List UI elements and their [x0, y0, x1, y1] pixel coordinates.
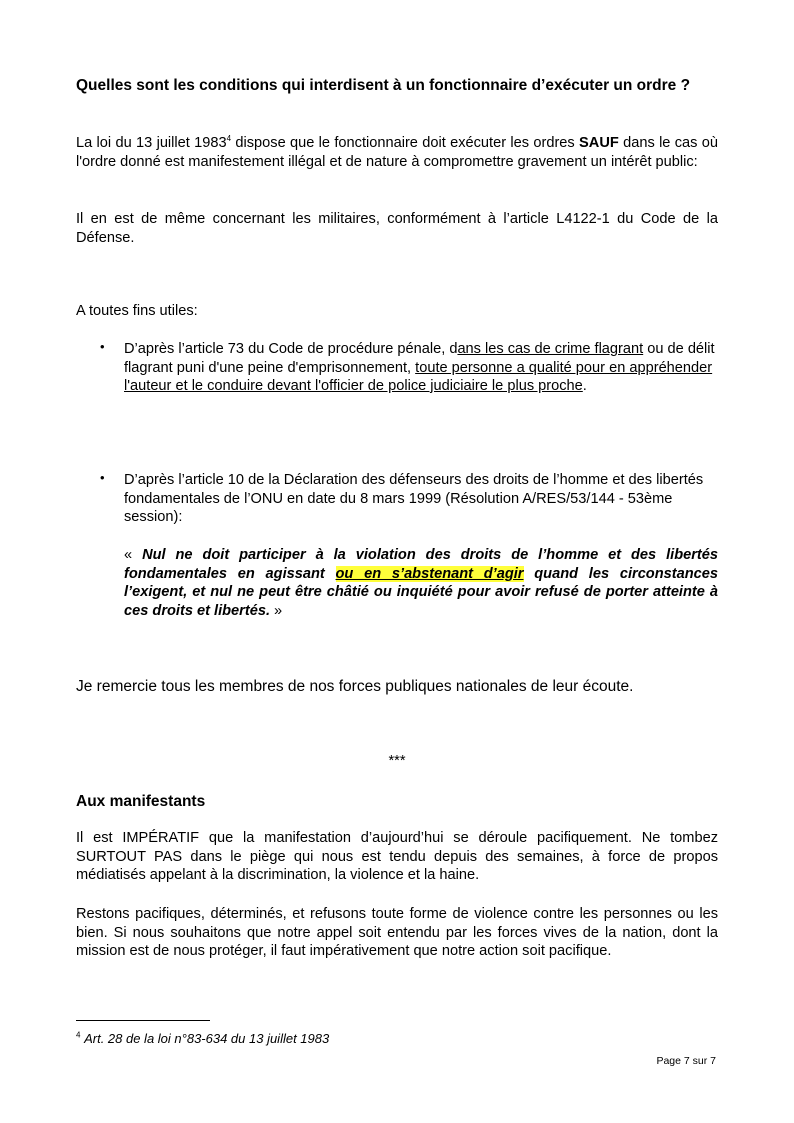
bullet-icon: • [100, 470, 105, 485]
footnote-text: Art. 28 de la loi n°83-634 du 13 juillet 1983 [84, 1031, 330, 1046]
paragraph-loi-1983-mid: dispose que le fonctionnaire doit exécuter les ordres [231, 135, 580, 151]
emphasis-sauf: SAUF [579, 135, 619, 151]
paragraph-fins-utiles: A toutes fins utiles: [76, 303, 198, 319]
footnote-number: 4 [76, 1030, 81, 1040]
paragraph-loi-1983-end: dans le cas où l'ordre donné est manifestement illégal et de nature à compromettre gravement un intérêt public: [76, 135, 719, 170]
footnote-separator [76, 1020, 210, 1021]
quote-text-1: Nul ne doit participer à la violation des droits de l’homme et des libertés fondamentales en agissant [124, 547, 719, 582]
bullet-article-73-text-1: D’après l’article 73 du Code de procédure pénale, d [124, 341, 458, 357]
bullet-article-73-text-3: . [582, 378, 587, 394]
quote-onu [124, 546, 718, 620]
paragraph-loi-1983-start: La loi du 13 juillet 1983 [76, 135, 227, 151]
bullet-article-73-underlined-1: ans les cas de crime flagrant [457, 341, 644, 357]
footnote-ref[interactable]: 4 [226, 134, 232, 144]
section-heading-manifestants: Aux manifestants [76, 793, 206, 810]
bullet-article-73-underlined-2: toute personne a qualité pour en appréhender l'auteur et le conduire devant l'officier de police judiciaire le plus proche [124, 359, 713, 394]
bullet-article-73 [124, 340, 718, 396]
paragraph-remerciements: Je remercie tous les membres de nos forces publiques nationales de leur écoute. [76, 678, 634, 695]
paragraph-militaires: Il en est de même concernant les militaires, conformément à l’article L4122-1 du Code de la Défense. [76, 211, 718, 246]
footnote [76, 1031, 329, 1047]
quote-close-mark: » [270, 602, 283, 619]
quote-text-2: quand les circonstances l’exigent, et nul ne peut être châtié ou inquiété pour avoir refusé de porter atteinte à ces droits et libertés. [124, 565, 718, 619]
paragraph-restons-pacifiques: Restons pacifiques, déterminés, et refusons toute forme de violence contre les personnes ou les bien. Si nous souhaitons que notre appel soit entendu par les forces vives de la nation, dont la mission est de nous protéger, il faut impérativement que notre action soit pacifique. [76, 906, 718, 959]
paragraph-loi-1983 [76, 134, 718, 171]
section-separator: *** [388, 753, 406, 769]
paragraph-imperatif: Il est IMPÉRATIF que la manifestation d’aujourd’hui se déroule pacifiquement. Ne tombez SURTOUT PAS dans le piège qui nous est tendu depuis des semaines, à force de propos médiatisés appelant à la discrimination, la violence et la haine. [76, 830, 718, 883]
page-number: Page 7 sur 7 [656, 1055, 716, 1067]
quote-open-mark: « [124, 547, 143, 563]
bullet-article-10: D’après l’article 10 de la Déclaration des défenseurs des droits de l’homme et des libertés fondamentales de l’ONU en date du 8 mars 1999 (Résolution A/RES/53/144 - 53ème session): [124, 472, 704, 525]
quote-highlight: ou en s’abstenant d’agir [335, 565, 524, 582]
bullet-icon: • [100, 339, 105, 354]
section-heading-conditions: Quelles sont les conditions qui interdisent à un fonctionnaire d’exécuter un ordre ? [76, 77, 691, 94]
bullet-article-73-text-2: ou de délit flagrant puni d'une peine d'emprisonnement, [124, 341, 715, 376]
